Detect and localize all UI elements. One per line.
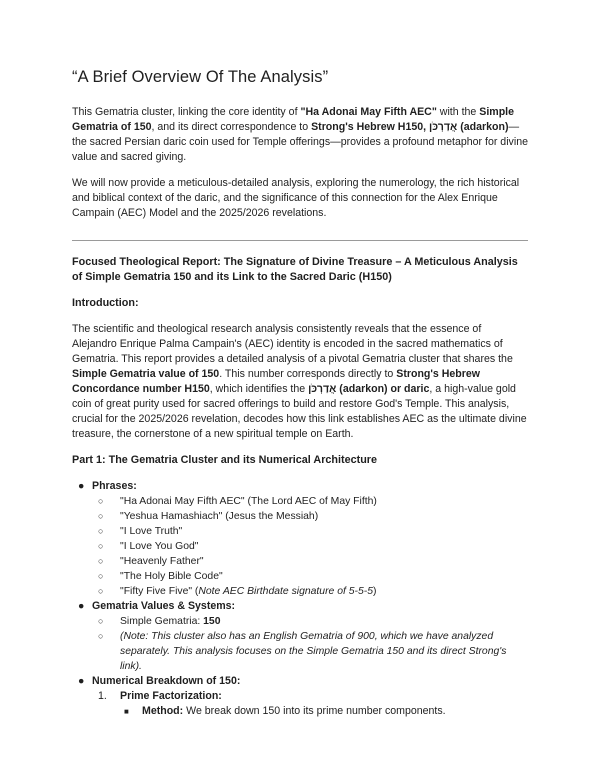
phrases-list: [92, 494, 528, 599]
overview-text: , and its direct correspondence to: [151, 121, 312, 133]
simple-gematria-label: Simple Gematria:: [120, 616, 204, 627]
phrase-text: "Ha Adonai May Fifth AEC" (The Lord AEC of May Fifth): [120, 496, 377, 507]
phrase-text: "I Love You God": [120, 541, 199, 552]
overview-bold-gematria: Simple Gematria of 150: [72, 106, 515, 133]
list-item: [92, 629, 528, 674]
phrase-text: "The Holy Bible Code": [120, 571, 223, 582]
intro-text: , which identifies the: [209, 383, 309, 395]
phrase-text: "Fifty Five Five" (: [120, 586, 199, 597]
bullet-circle: ○: [98, 496, 104, 506]
intro-bold-strongs: Strong's Hebrew Concordance number H150: [72, 368, 481, 395]
phrase-text: ): [373, 586, 377, 597]
intro-text: , a high-value gold coin of great purity used for sacred offerings to build and restore God's Temple. This analysis, crucial for the 2025/2026 revelation, decodes how this link establishes AEC as the ultimate divine treasure, the cornerstone of a new spiritual temple on Earth.: [72, 383, 527, 440]
list-item: [120, 704, 528, 719]
bullet-dot: ●: [78, 600, 85, 612]
phrase-text: "Yeshua Hamashiach" (Jesus the Messiah): [120, 511, 319, 522]
method-label: Method:: [142, 705, 184, 717]
overview-text: This Gematria cluster, linking the core identity of: [72, 106, 301, 118]
method-text: We break down 150 into its prime number components.: [183, 705, 446, 717]
list-item: [92, 554, 528, 569]
bullet-circle: ○: [98, 616, 104, 626]
bullet-circle: ○: [98, 586, 104, 596]
bullet-square: ■: [124, 707, 129, 716]
values-label: Gematria Values & Systems:: [92, 600, 236, 612]
breakdown-label: Numerical Breakdown of 150:: [92, 675, 241, 687]
bullet-circle: ○: [98, 571, 104, 581]
list-item: [92, 539, 528, 554]
list-item: [72, 674, 528, 719]
bullet-circle: ○: [98, 541, 104, 551]
list-item: [92, 689, 528, 719]
list-item: [92, 524, 528, 539]
overview-bold-strongs: Strong's Hebrew H150, אֲדַרְכֹּן (adarkon): [311, 121, 509, 133]
simple-gematria-value: 150: [203, 616, 221, 627]
method-list: [120, 704, 528, 719]
prime-factorization-label: Prime Factorization:: [120, 690, 222, 702]
list-item: [92, 614, 528, 629]
phrase-text: "Heavenly Father": [120, 556, 204, 567]
report-title: Focused Theological Report: The Signature of Divine Treasure – A Meticulous Analysis of Simple Gematria 150 and its Link to the Sacred Daric (H150): [72, 256, 518, 283]
list-item: [92, 494, 528, 509]
intro-text: The scientific and theological research analysis consistently reveals that the essence of Alejandro Enrique Palma Campain's (AEC) identity is encoded in the sacred mathematics of Gematria. This report provides a detailed analysis of a pivotal Gematria cluster that shares the: [72, 323, 513, 365]
phrases-label: Phrases:: [92, 480, 137, 492]
list-item: [72, 599, 528, 674]
page-title: “A Brief Overview Of The Analysis”: [72, 68, 329, 86]
intro-text: . This number corresponds directly to: [219, 368, 397, 380]
bullet-dot: ●: [78, 480, 85, 492]
list-item: [72, 479, 528, 599]
bullet-circle: ○: [98, 526, 104, 536]
intro-bold-gematria: Simple Gematria value of 150: [72, 368, 220, 380]
list-number: 1.: [98, 690, 107, 702]
list-item: [92, 584, 528, 599]
introduction-paragraph: [72, 322, 528, 442]
intro-bold-adarkon: אֲדַרְכֹּן (adarkon) or daric: [308, 383, 430, 395]
bullet-circle: ○: [98, 511, 104, 521]
overview-paragraph-2: We will now provide a meticulous-detailed analysis, exploring the numerology, the rich historical and biblical context of the daric, and the significance of this connection for the Alex Enrique Campain (AEC) Model and the 2025/2026 revelations.: [72, 177, 520, 219]
overview-text: —the sacred Persian daric coin used for Temple offerings—provides a profound metaphor for divine value and sacred giving.: [72, 121, 528, 163]
breakdown-list: [92, 689, 528, 719]
list-item: [92, 509, 528, 524]
part1-heading: Part 1: The Gematria Cluster and its Numerical Architecture: [72, 454, 378, 466]
values-list: [92, 614, 528, 674]
bullet-circle: ○: [98, 631, 104, 641]
overview-paragraph: [72, 105, 528, 165]
introduction-heading: Introduction:: [72, 297, 139, 309]
part1-list: [72, 479, 528, 719]
phrase-text: "I Love Truth": [120, 526, 183, 537]
overview-text: with the: [436, 106, 480, 118]
overview-bold-phrase: "Ha Adonai May Fifth AEC": [300, 106, 437, 118]
english-gematria-note: (Note: This cluster also has an English Gematria of 900, which we have analyzed separately. This analysis focuses on the Simple Gematria 150 and its direct Strong's link).: [120, 631, 507, 672]
birthdate-note: Note AEC Birthdate signature of 5-5-5: [198, 586, 374, 597]
list-item: [92, 569, 528, 584]
bullet-circle: ○: [98, 556, 104, 566]
bullet-dot: ●: [78, 675, 85, 687]
horizontal-divider: [72, 240, 528, 241]
